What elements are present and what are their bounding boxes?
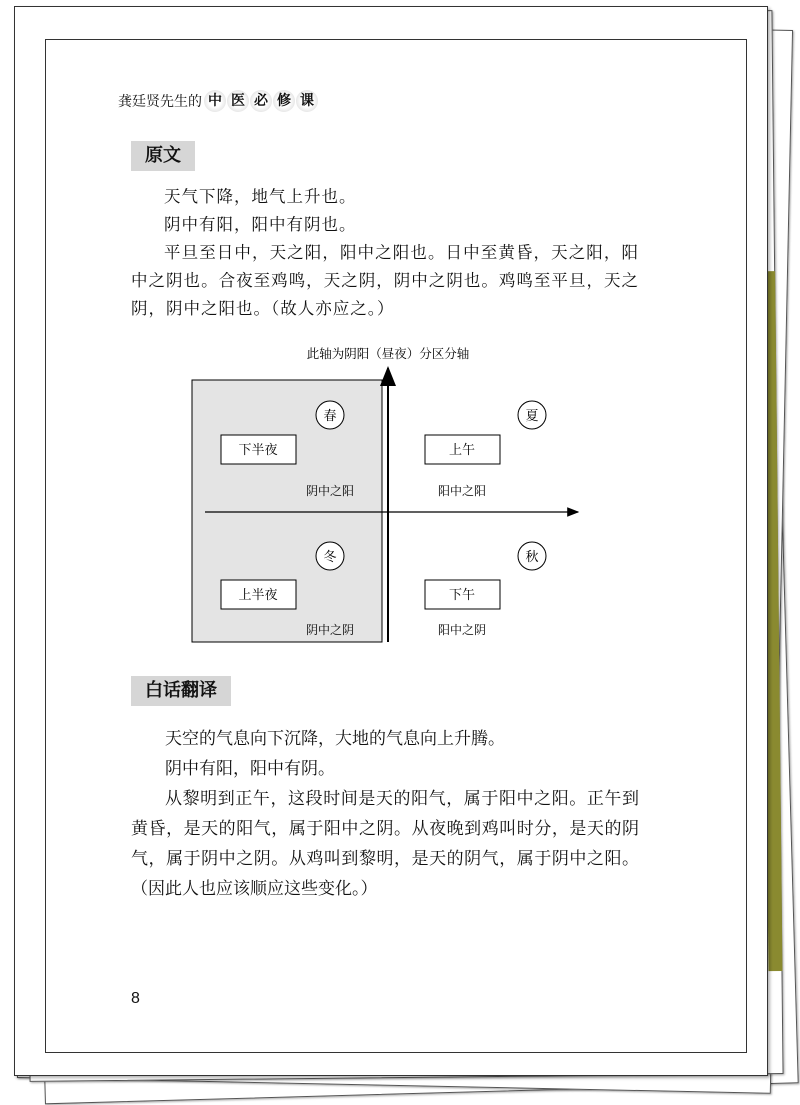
- original-text: [131, 183, 639, 323]
- season-summer: 夏: [525, 409, 539, 424]
- period-late-night: 下半夜: [238, 443, 278, 458]
- translation-paragraph: 天空的气息向下沉降，大地的气息向上升腾。: [165, 729, 505, 749]
- series-title-char: 必: [250, 90, 272, 112]
- quadrant-caption: 阳中之阴: [437, 623, 487, 637]
- running-head-author: 龚廷贤先生的: [118, 94, 202, 110]
- original-paragraph: 平旦至日中，天之阳，阳中之阳也。日中至黄昏，天之阳，阳中之阴也。合夜至鸡鸣，天之阴，阴中之阴也。鸡鸣至平旦，天之阴，阴中之阳也。（故人亦应之。）: [131, 243, 639, 318]
- original-paragraph: 天气下降，地气上升也。: [164, 187, 357, 206]
- page-number: 8: [131, 990, 140, 1007]
- period-morning: 上午: [448, 443, 476, 458]
- translation-paragraph: 从黎明到正午，这段时间是天的阳气，属于阳中之阳。正午到黄昏，是天的阳气，属于阳中之阴。从夜晚到鸡叫时分，是天的阴气，属于阴中之阴。从鸡叫到黎明，是天的阴气，属于阴中之阳。（因此人也应该顺应这些变化。）: [131, 789, 639, 899]
- quadrant-caption: 阴中之阴: [305, 623, 355, 637]
- original-paragraph: 阴中有阳，阳中有阴也。: [164, 215, 357, 234]
- season-spring: 春: [323, 409, 337, 424]
- quadrant-caption: 阳中之阳: [437, 484, 487, 498]
- translation-paragraph: 阴中有阳，阳中有阴。: [165, 759, 335, 779]
- translation-text: [131, 724, 639, 904]
- running-head-series-title: [204, 90, 319, 112]
- vertical-axis-label: 此轴为阴阳（昼夜）分区分轴: [306, 346, 470, 361]
- season-winter: 冬: [323, 550, 337, 565]
- section-heading-original: 原文: [131, 141, 195, 171]
- quadrant-caption: 阴中之阳: [305, 484, 355, 498]
- series-title-char: 医: [227, 90, 249, 112]
- period-afternoon: 下午: [448, 588, 476, 603]
- period-early-night: 上半夜: [238, 588, 278, 603]
- season-autumn: 秋: [525, 550, 539, 565]
- series-title-char: 课: [296, 90, 318, 112]
- series-title-char: 中: [204, 90, 226, 112]
- running-head: [118, 90, 319, 112]
- yin-yang-diagram: [180, 340, 600, 650]
- series-title-char: 修: [273, 90, 295, 112]
- section-heading-translation: 白话翻译: [131, 676, 231, 706]
